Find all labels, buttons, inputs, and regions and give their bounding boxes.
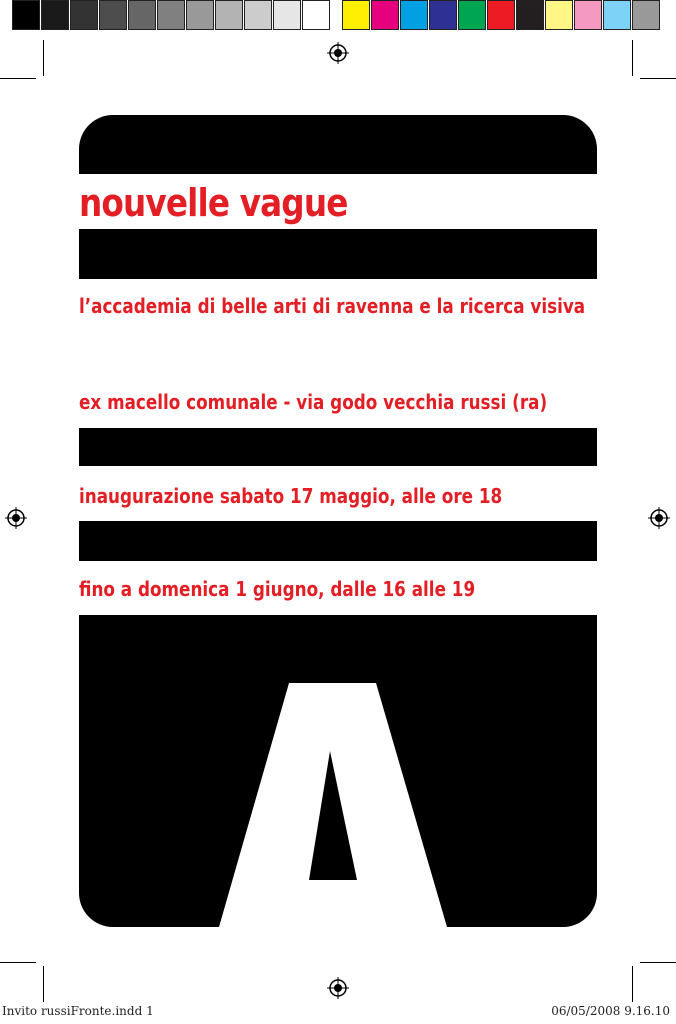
slug-filename: Invito russiFronte.indd 1 bbox=[2, 1004, 154, 1018]
invite-title: nouvelle vague bbox=[79, 181, 348, 225]
black-band bbox=[79, 428, 597, 466]
registration-mark-icon bbox=[327, 42, 349, 64]
color-swatch bbox=[516, 0, 544, 30]
color-swatch bbox=[157, 0, 185, 30]
color-swatch bbox=[487, 0, 515, 30]
color-swatch bbox=[632, 0, 660, 30]
crop-mark bbox=[43, 966, 44, 1002]
registration-mark-icon bbox=[648, 507, 670, 529]
color-swatch bbox=[603, 0, 631, 30]
color-swatch bbox=[12, 0, 40, 30]
registration-mark-icon bbox=[327, 977, 349, 999]
crop-mark bbox=[632, 966, 633, 1002]
top-rounded-band bbox=[79, 115, 597, 174]
color-swatch bbox=[429, 0, 457, 30]
color-swatch bbox=[574, 0, 602, 30]
color-swatch bbox=[41, 0, 69, 30]
color-swatch bbox=[186, 0, 214, 30]
crop-mark bbox=[0, 78, 36, 79]
invite-closing: fino a domenica 1 giugno, dalle 16 alle 19 bbox=[79, 577, 476, 601]
black-band bbox=[79, 521, 597, 561]
color-swatch bbox=[302, 0, 330, 30]
letter-a-logo bbox=[79, 615, 597, 927]
invite-subtitle: l’accademia di belle arti di ravenna e la ricerca visiva bbox=[79, 294, 586, 318]
color-swatch bbox=[371, 0, 399, 30]
gray-swatch-bar bbox=[12, 0, 331, 32]
crop-mark bbox=[640, 78, 676, 79]
crop-mark bbox=[0, 962, 36, 963]
color-swatch bbox=[545, 0, 573, 30]
color-swatch bbox=[342, 0, 370, 30]
logo-panel bbox=[79, 615, 597, 927]
color-swatch bbox=[273, 0, 301, 30]
registration-mark-icon bbox=[5, 507, 27, 529]
color-swatch bbox=[215, 0, 243, 30]
crop-mark bbox=[43, 40, 44, 76]
color-swatch bbox=[99, 0, 127, 30]
color-swatch bbox=[400, 0, 428, 30]
color-swatch bbox=[244, 0, 272, 30]
slug-timestamp: 06/05/2008 9.16.10 bbox=[551, 1004, 670, 1018]
crop-mark bbox=[632, 40, 633, 76]
color-swatch bbox=[458, 0, 486, 30]
black-band bbox=[79, 229, 597, 279]
invite-venue: ex macello comunale - via godo vecchia russi (ra) bbox=[79, 390, 548, 414]
color-swatch bbox=[128, 0, 156, 30]
color-swatch bbox=[70, 0, 98, 30]
color-swatch-bar bbox=[342, 0, 661, 32]
invite-opening: inaugurazione sabato 17 maggio, alle ore 18 bbox=[79, 484, 503, 508]
crop-mark bbox=[640, 962, 676, 963]
